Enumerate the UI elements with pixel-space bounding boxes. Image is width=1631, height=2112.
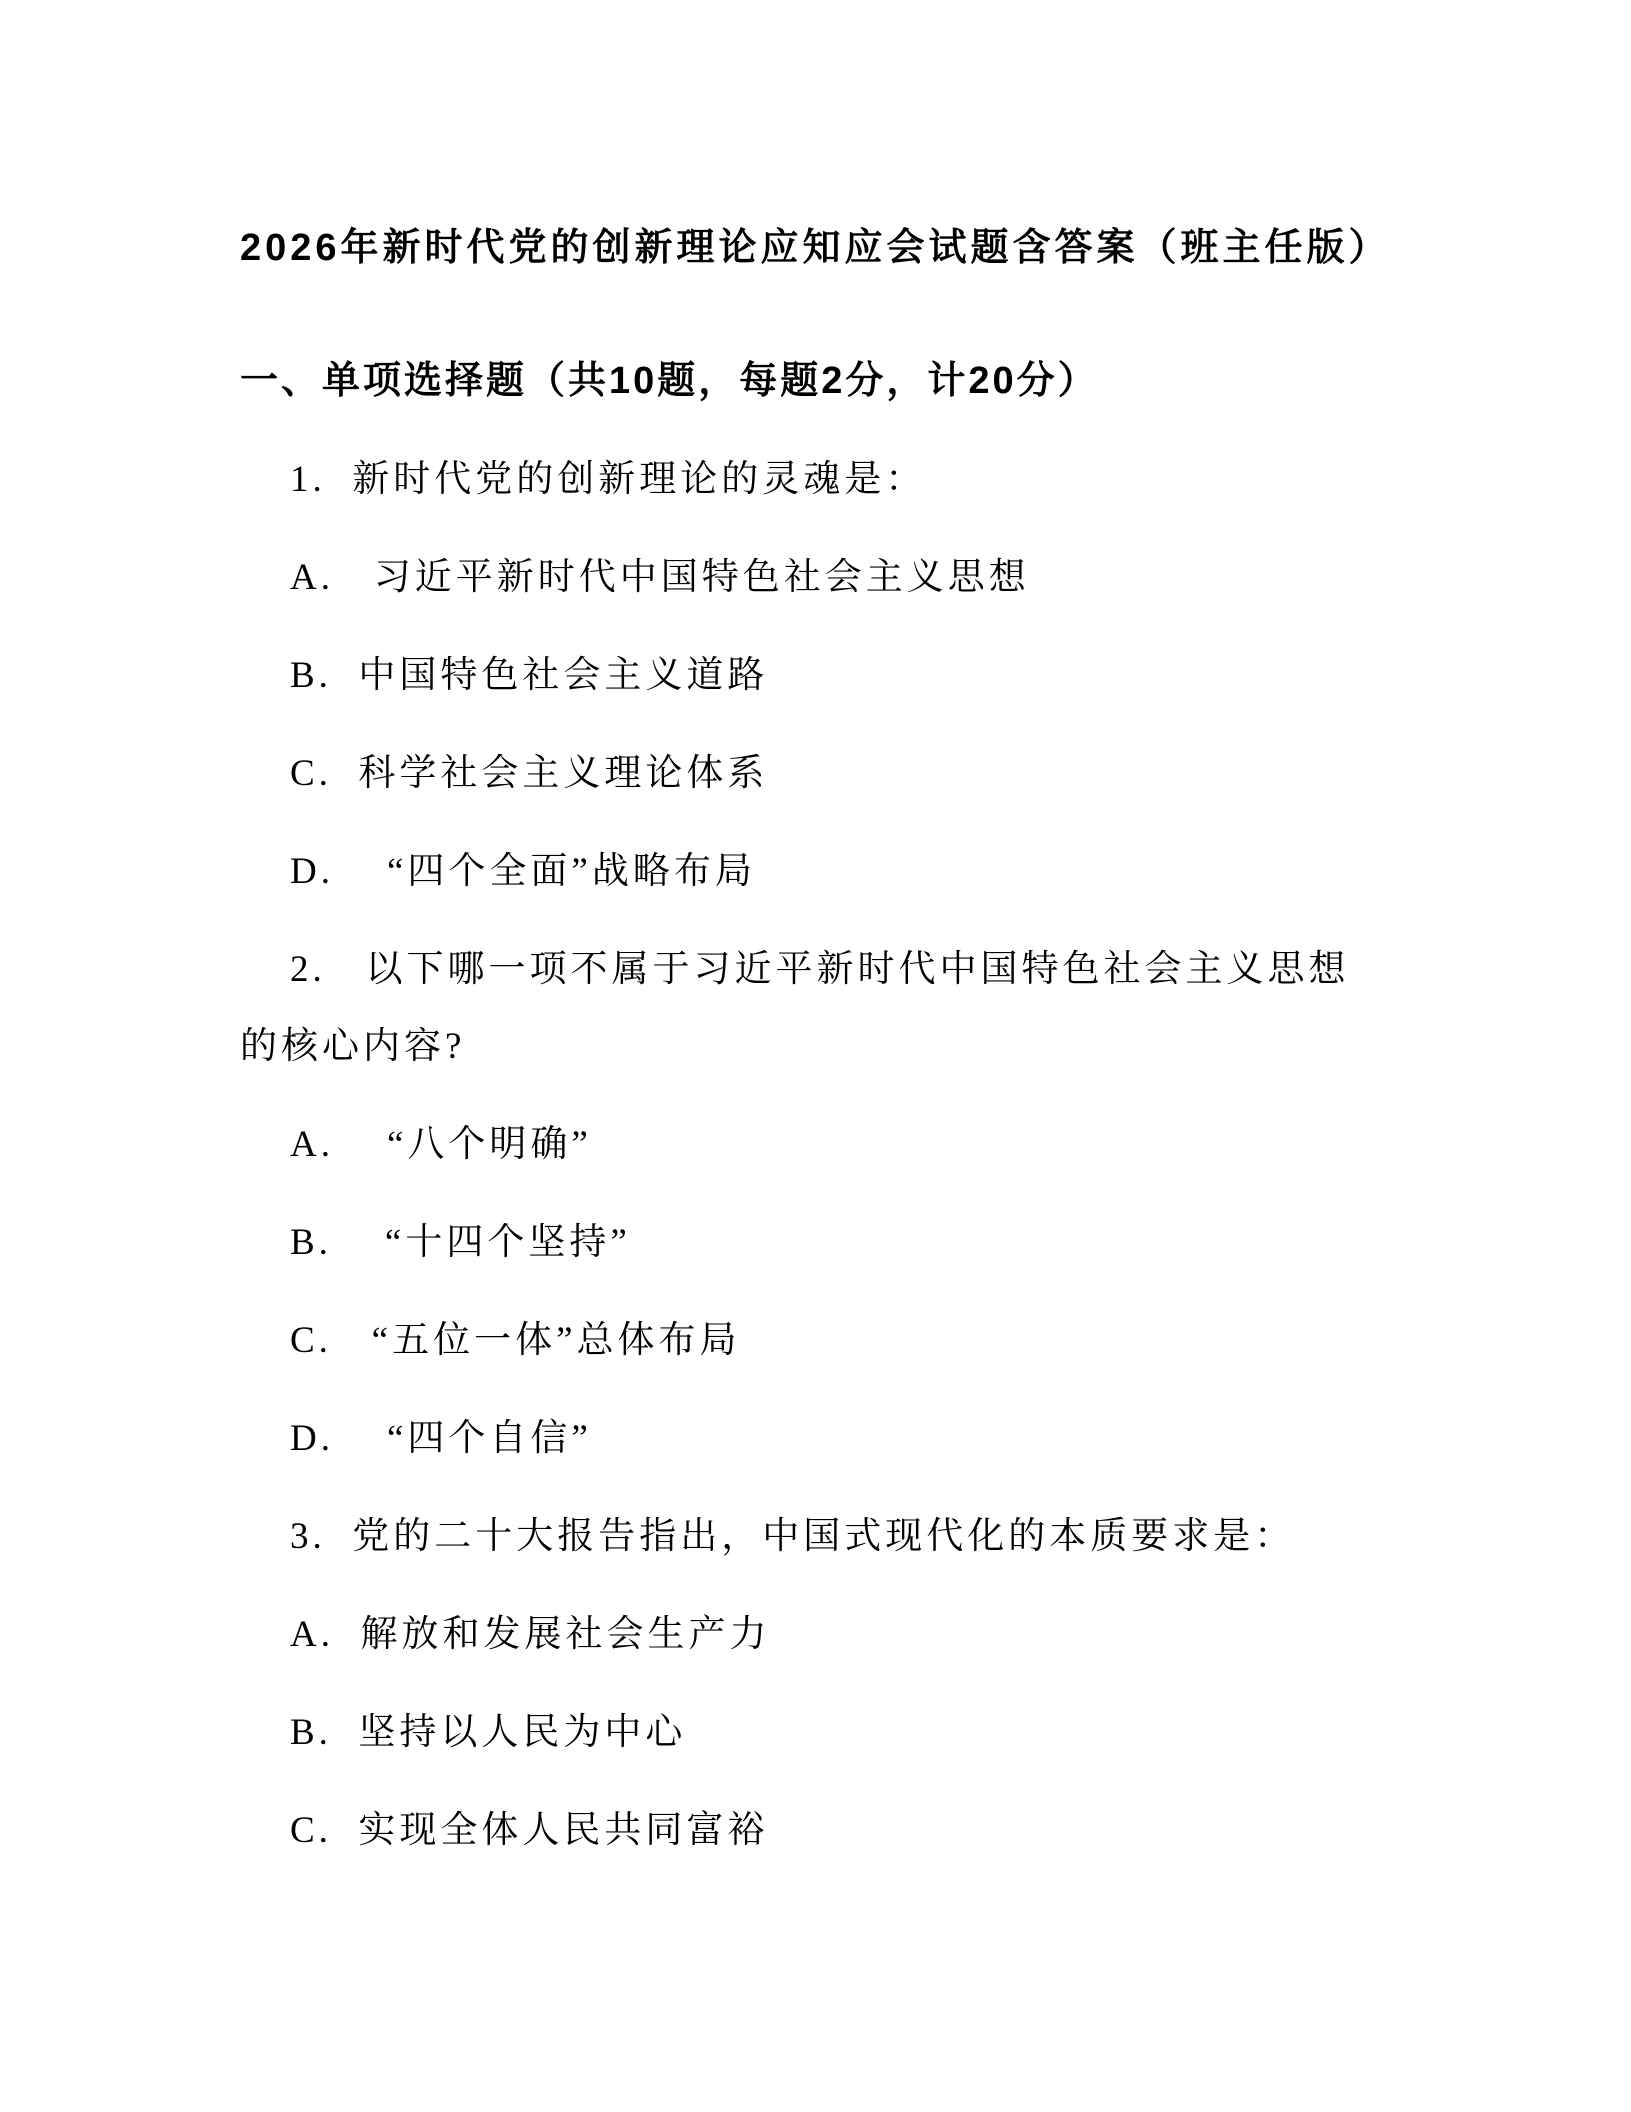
question-stem: 2. 以下哪一项不属于习近平新时代中国特色社会主义思想的核心内容? bbox=[240, 949, 1350, 1067]
question-option: C. 实现全体人民共同富裕 bbox=[290, 1810, 769, 1851]
question-option: A. “八个明确” bbox=[290, 1124, 592, 1165]
question-option: A. 习近平新时代中国特色社会主义思想 bbox=[290, 557, 1030, 598]
question-stem: 1. 新时代党的创新理论的灵魂是： bbox=[290, 459, 927, 500]
question-list bbox=[240, 441, 1390, 1869]
question-option: B. 中国特色社会主义道路 bbox=[290, 655, 769, 696]
question-option: B. 坚持以人民为中心 bbox=[290, 1712, 687, 1753]
question-option: B. “十四个坚持” bbox=[290, 1222, 631, 1263]
question-option: D. “四个全面”战略布局 bbox=[290, 851, 756, 892]
section-heading: 一、单项选择题（共10题，每题2分，计20分） bbox=[240, 360, 1099, 402]
question-stem: 3. 党的二十大报告指出，中国式现代化的本质要求是： bbox=[290, 1516, 1296, 1557]
question-option: C. 科学社会主义理论体系 bbox=[290, 753, 769, 794]
question-option: C. “五位一体”总体布局 bbox=[290, 1320, 741, 1361]
question-option: A. 解放和发展社会生产力 bbox=[290, 1614, 771, 1655]
question-option: D. “四个自信” bbox=[290, 1418, 592, 1459]
document-title: 2026年新时代党的创新理论应知应会试题含答案（班主任版） bbox=[240, 227, 1391, 269]
